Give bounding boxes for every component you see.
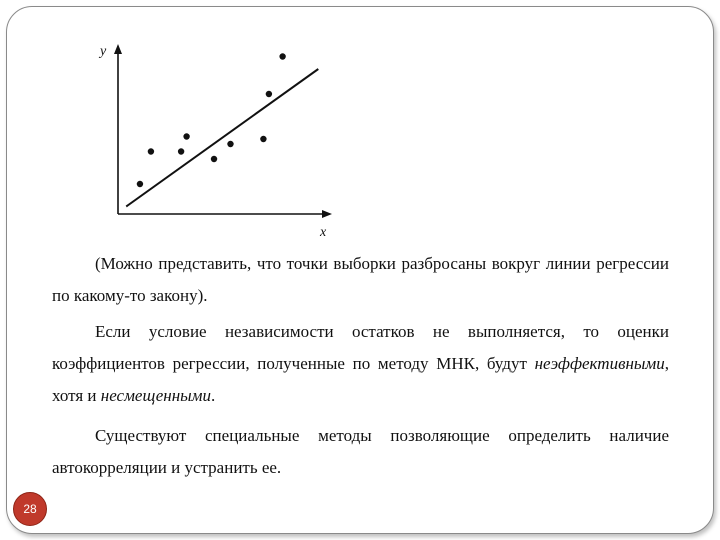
x-axis-arrow	[322, 210, 332, 218]
data-point	[148, 148, 154, 154]
paragraph-2-mid: , хотя и	[52, 354, 669, 405]
data-point	[183, 133, 189, 139]
paragraph-3-text: Существуют специальные методы позволяющие определить наличие автокорреляции и устранить ее.	[52, 426, 669, 477]
y-axis-label: y	[100, 44, 107, 59]
page-number-badge	[13, 492, 47, 526]
data-point	[137, 181, 143, 187]
chart-marks	[126, 53, 318, 206]
data-point	[260, 136, 266, 142]
paragraph-2	[52, 316, 669, 412]
paragraph-2-start: Если условие независимости остатков не выполняется, то оценки коэффициентов регрессии, полученные по методу МНК, будут	[52, 322, 669, 373]
data-point	[279, 53, 285, 59]
page-number: 28	[23, 502, 37, 516]
data-point	[266, 91, 272, 97]
regression-line	[126, 69, 318, 207]
y-axis-arrow	[114, 44, 122, 54]
data-point	[178, 148, 184, 154]
paragraph-3	[52, 420, 669, 484]
paragraph-2-italic-inefficient: неэффективными	[534, 354, 665, 373]
paragraph-2-italic-unbiased: несмещенными	[100, 386, 211, 405]
scatter-figure	[0, 0, 720, 250]
paragraph-2-end: .	[211, 386, 216, 405]
data-point	[227, 141, 233, 147]
paragraph-1-text: (Можно представить, что точки выборки разбросаны вокруг линии регрессии по какому-то закону).	[52, 254, 669, 305]
paragraph-1	[52, 248, 669, 312]
x-axis-label: x	[320, 225, 327, 240]
data-point	[211, 156, 217, 162]
